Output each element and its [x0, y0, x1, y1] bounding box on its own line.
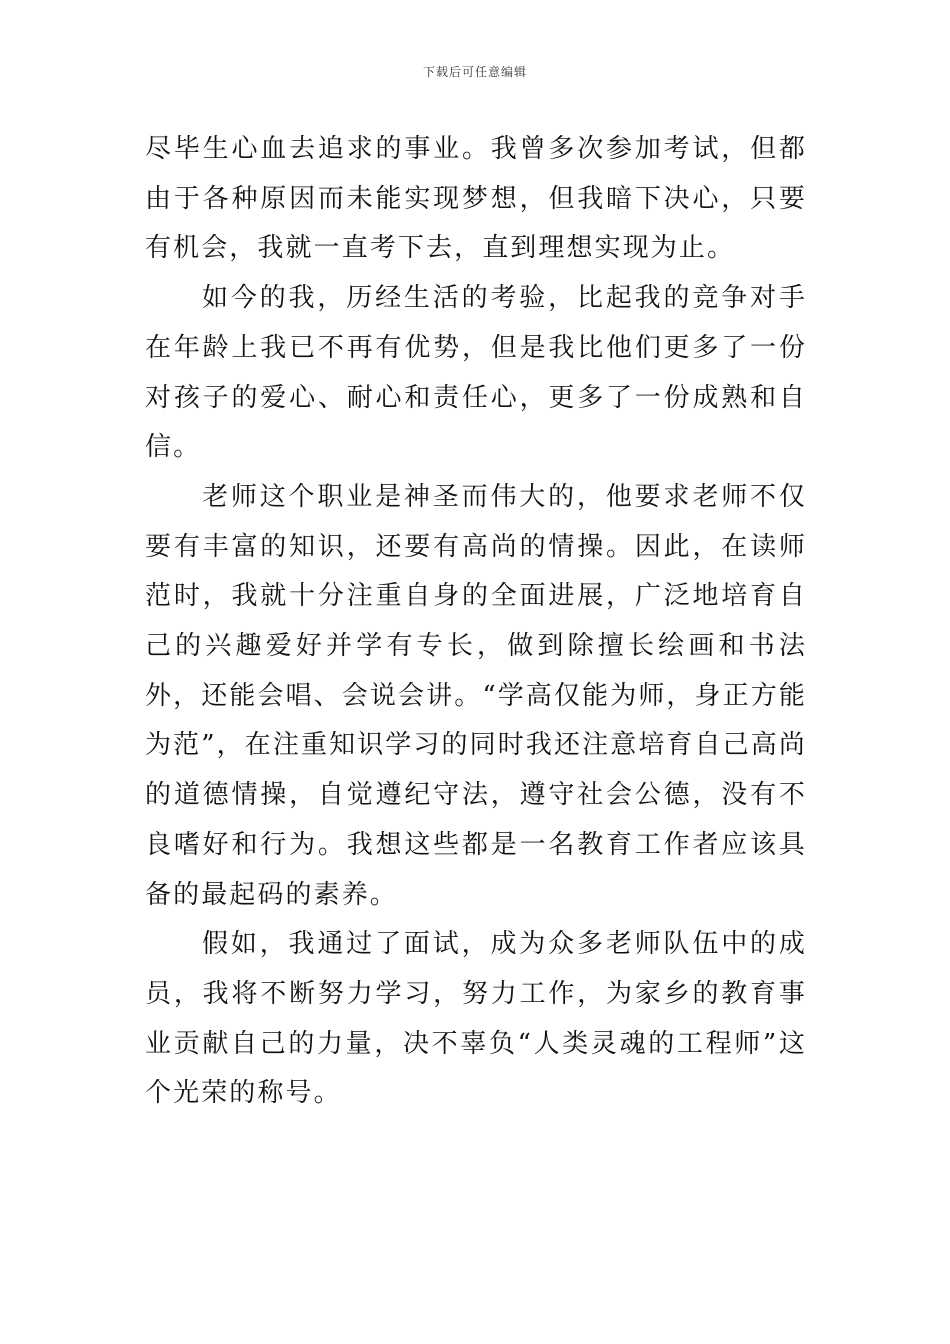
- document-body: [145, 125, 807, 1119]
- paragraph-4: 假如，我通过了面试，成为众多老师队伍中的成员，我将不断努力学习，努力工作，为家乡的教育事业贡献自己的力量，决不辜负“人类灵魂的工程师”这个光荣的称号。: [145, 929, 807, 1109]
- paragraph-2: 如今的我，历经生活的考验，比起我的竞争对手在年龄上我已不再有优势，但是我比他们更多了一份对孩子的爱心、耐心和责任心，更多了一份成熟和自信。: [145, 283, 807, 463]
- header-note: 下载后可任意编辑: [422, 65, 527, 79]
- paragraph-1: 尽毕生心血去追求的事业。我曾多次参加考试，但都由于各种原因而未能实现梦想，但我暗下决心，只要有机会，我就一直考下去，直到理想实现为止。: [145, 134, 807, 264]
- paragraph-3: 老师这个职业是神圣而伟大的，他要求老师不仅要有丰富的知识，还要有高尚的情操。因此，在读师范时，我就十分注重自身的全面进展，广泛地培育自己的兴趣爱好并学有专长，做到除擅长绘画和书法外，还能会唱、会说会讲。“学高仅能为师，身正方能为范”，在注重知识学习的同时我还注意培育自己高尚的道德情操，自觉遵纪守法，遵守社会公德，没有不良嗜好和行为。我想这些都是一名教育工作者应该具备的最起码的素养。: [145, 481, 807, 910]
